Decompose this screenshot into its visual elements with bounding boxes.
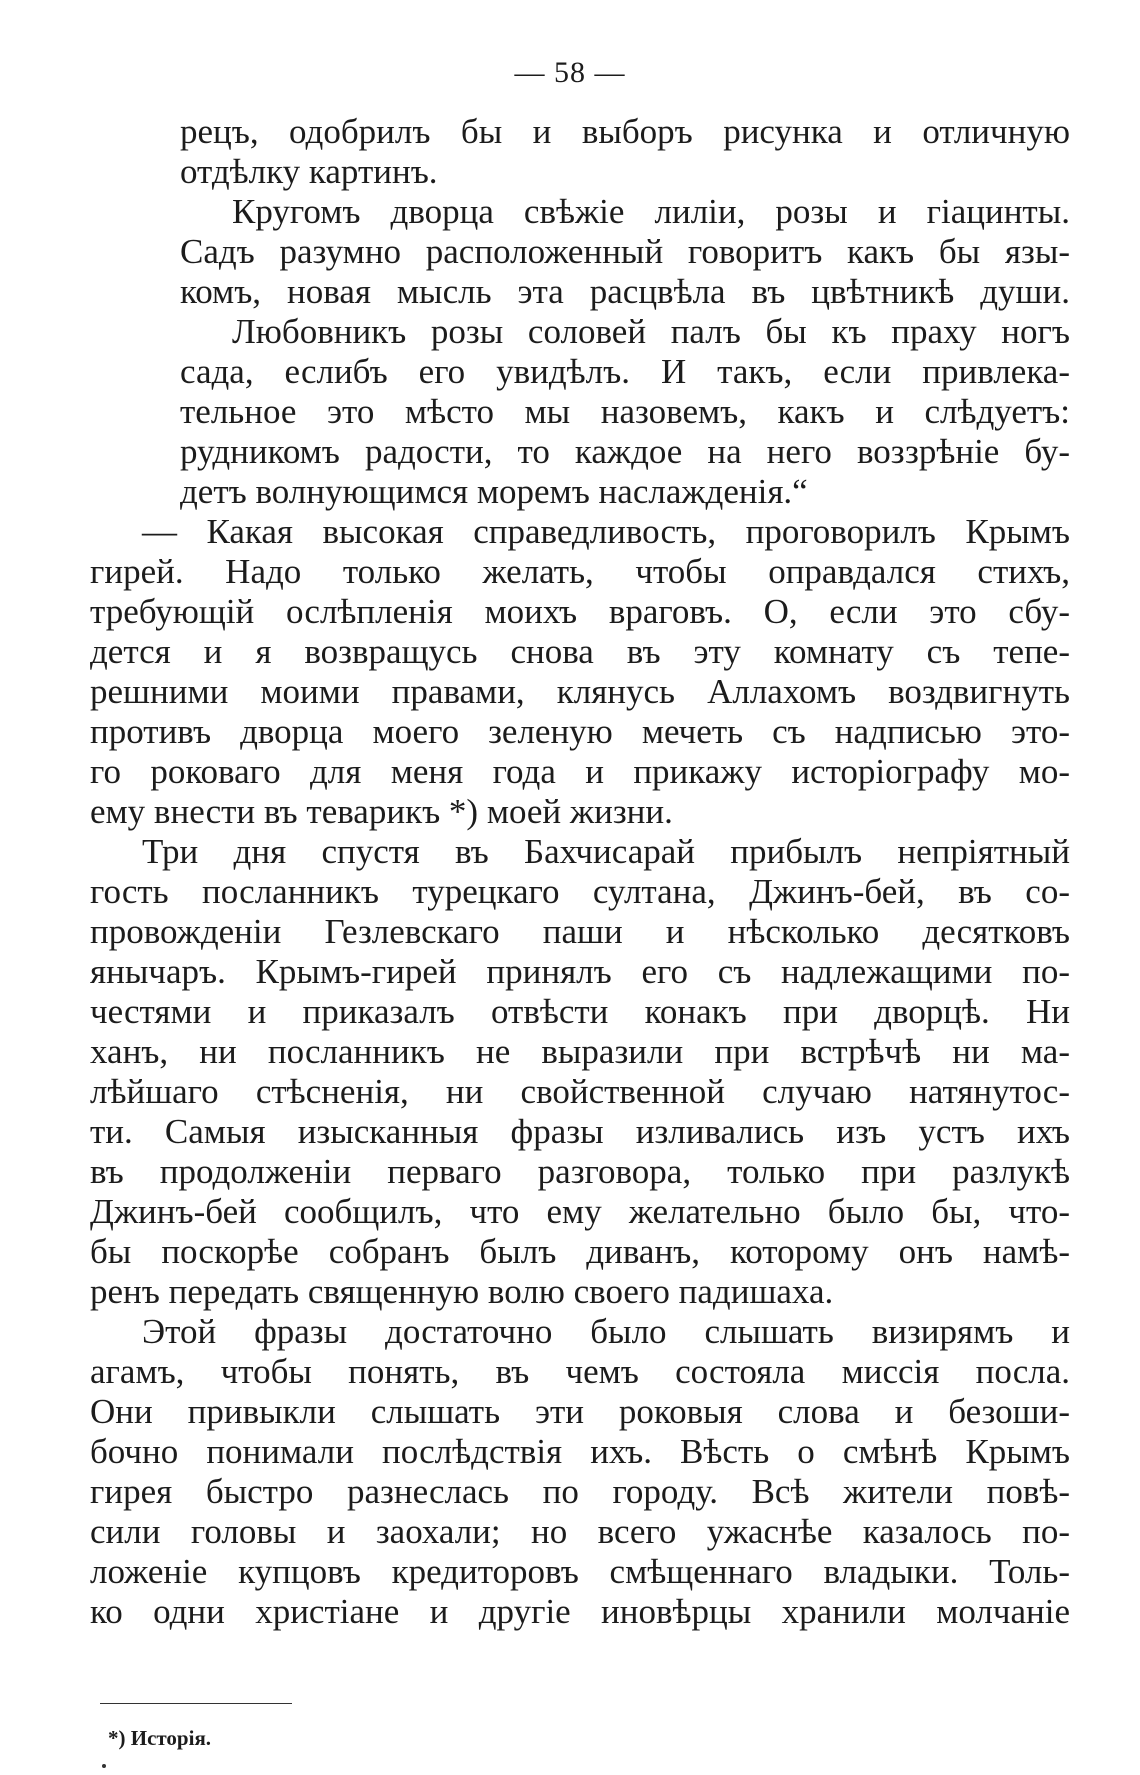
- text-line: комъ, новая мысль эта расцвѣла въ цвѣтникѣ души.: [180, 272, 1070, 311]
- text-line: Кругомъ дворца свѣжіе лиліи, розы и гіацинты.: [232, 192, 1070, 231]
- text-line: Джинъ-бей сообщилъ, что ему желательно было бы, что-: [90, 1192, 1070, 1231]
- text-line: въ продолженіи перваго разговора, только при разлукѣ: [90, 1152, 1070, 1191]
- text-line: ренъ передать священную волю своего падишаха.: [90, 1272, 834, 1311]
- text-line: детъ волнующимся моремъ наслажденія.“: [180, 472, 808, 511]
- text-line: рецъ, одобрилъ бы и выборъ рисунка и отличную: [180, 112, 1070, 151]
- text-line: противъ дворца моего зеленую мечеть съ надписью это-: [90, 712, 1070, 751]
- page-number: — 58 —: [514, 56, 626, 89]
- text-line: агамъ, чтобы понять, въ чемъ состояла миссія посла.: [90, 1352, 1070, 1391]
- text-line: ти. Самыя изысканныя фразы изливались изъ устъ ихъ: [90, 1112, 1070, 1151]
- text-line: сили головы и заохали; но всего ужаснѣе казалось по-: [90, 1512, 1070, 1551]
- text-line: гирея быстро разнеслась по городу. Всѣ жители повѣ-: [90, 1472, 1070, 1511]
- body-text: [90, 112, 1070, 1632]
- text-line: сада, еслибъ его увидѣлъ. И такъ, если привлека-: [180, 352, 1070, 391]
- text-line: честями и приказалъ отвѣсти конакъ при дворцѣ. Ни: [90, 992, 1070, 1031]
- text-line: гирей. Надо только желать, чтобы оправдался стихъ,: [90, 552, 1070, 591]
- text-line: рудникомъ радости, то каждое на него воззрѣніе бу-: [180, 432, 1070, 471]
- text-line: решними моими правами, клянусь Аллахомъ воздвигнуть: [90, 672, 1070, 711]
- text-line: Этой фразы достаточно было слышать визирямъ и: [142, 1312, 1070, 1351]
- text-line: ему внести въ теварикъ *) моей жизни.: [90, 792, 673, 831]
- footnote-divider: [100, 1703, 292, 1704]
- text-line: бочно понимали послѣдствія ихъ. Вѣсть о смѣнѣ Крымъ: [90, 1432, 1070, 1471]
- text-line: ложеніе купцовъ кредиторовъ смѣщеннаго владыки. Толь-: [90, 1552, 1070, 1591]
- text-line: отдѣлку картинъ.: [180, 152, 438, 191]
- text-line: тельное это мѣсто мы назовемъ, какъ и слѣдуетъ:: [180, 392, 1070, 431]
- text-line: Они привыкли слышать эти роковыя слова и безоши-: [90, 1392, 1070, 1431]
- text-line: ко одни христіане и другіе иновѣрцы хранили молчаніе: [90, 1592, 1070, 1631]
- text-line: Садъ разумно расположенный говоритъ какъ бы язы-: [180, 232, 1070, 271]
- text-line: го роковаго для меня года и прикажу исторіографу мо-: [90, 752, 1070, 791]
- text-line: ханъ, ни посланникъ не выразили при встрѣчѣ ни ма-: [90, 1032, 1070, 1071]
- text-line: Три дня спустя въ Бахчисарай прибылъ непріятный: [142, 832, 1070, 871]
- text-line: — Какая высокая справедливость, проговорилъ Крымъ: [142, 512, 1070, 551]
- text-line: провожденіи Гезлевскаго паши и нѣсколько десятковъ: [90, 912, 1070, 951]
- text-line: дется и я возвращусь снова въ эту комнату съ тепе-: [90, 632, 1070, 671]
- text-line: бы поскорѣе собранъ былъ диванъ, которому онъ намѣ-: [90, 1232, 1070, 1271]
- text-line: янычаръ. Крымъ-гирей принялъ его съ надлежащими по-: [90, 952, 1070, 991]
- footnote: *) Исторія.: [108, 1726, 212, 1750]
- text-line: гость посланникъ турецкаго султана, Джинъ-бей, въ со-: [90, 872, 1070, 911]
- text-line: Любовникъ розы соловей палъ бы къ праху ногъ: [232, 312, 1070, 351]
- text-line: требующій ослѣпленія моихъ враговъ. О, если это сбу-: [90, 592, 1070, 631]
- ink-speck: [102, 1764, 106, 1768]
- text-line: лѣйшаго стѣсненія, ни свойственной случаю натянутос-: [90, 1072, 1070, 1111]
